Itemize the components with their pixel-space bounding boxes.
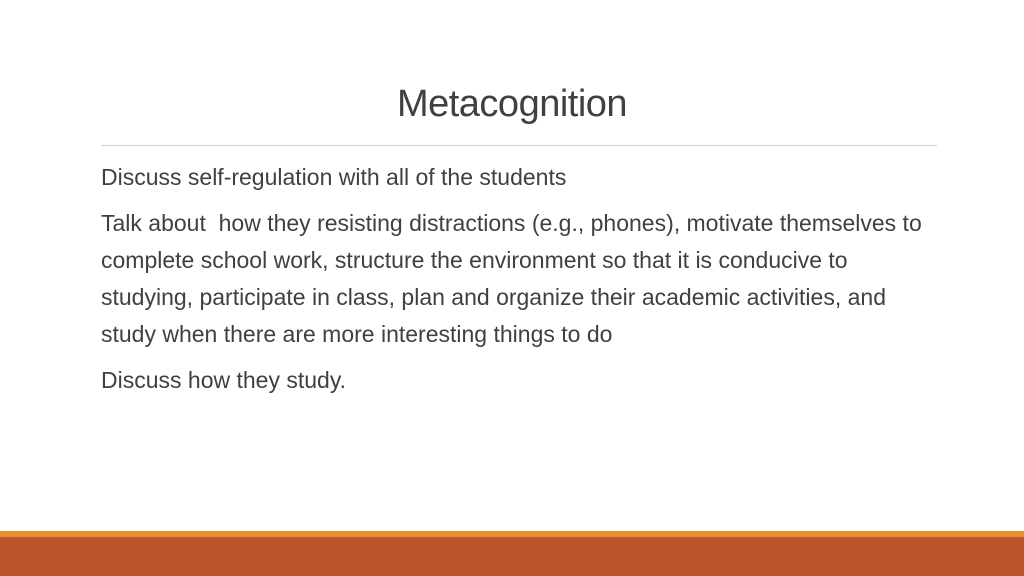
slide-body <box>101 159 937 408</box>
body-paragraph-2: Talk about how they resisting distractions (e.g., phones), motivate themselves to complete school work, structure the environment so that it is conducive to studying, participate in class, plan and organize their academic activities, and study when there are more interesting things to do <box>101 210 929 347</box>
title-divider <box>101 145 937 146</box>
footer-band <box>0 537 1024 576</box>
body-paragraph-1: Discuss self-regulation with all of the students <box>101 164 567 190</box>
body-paragraph-3: Discuss how they study. <box>101 367 347 393</box>
slide-title: Metacognition <box>396 83 628 125</box>
